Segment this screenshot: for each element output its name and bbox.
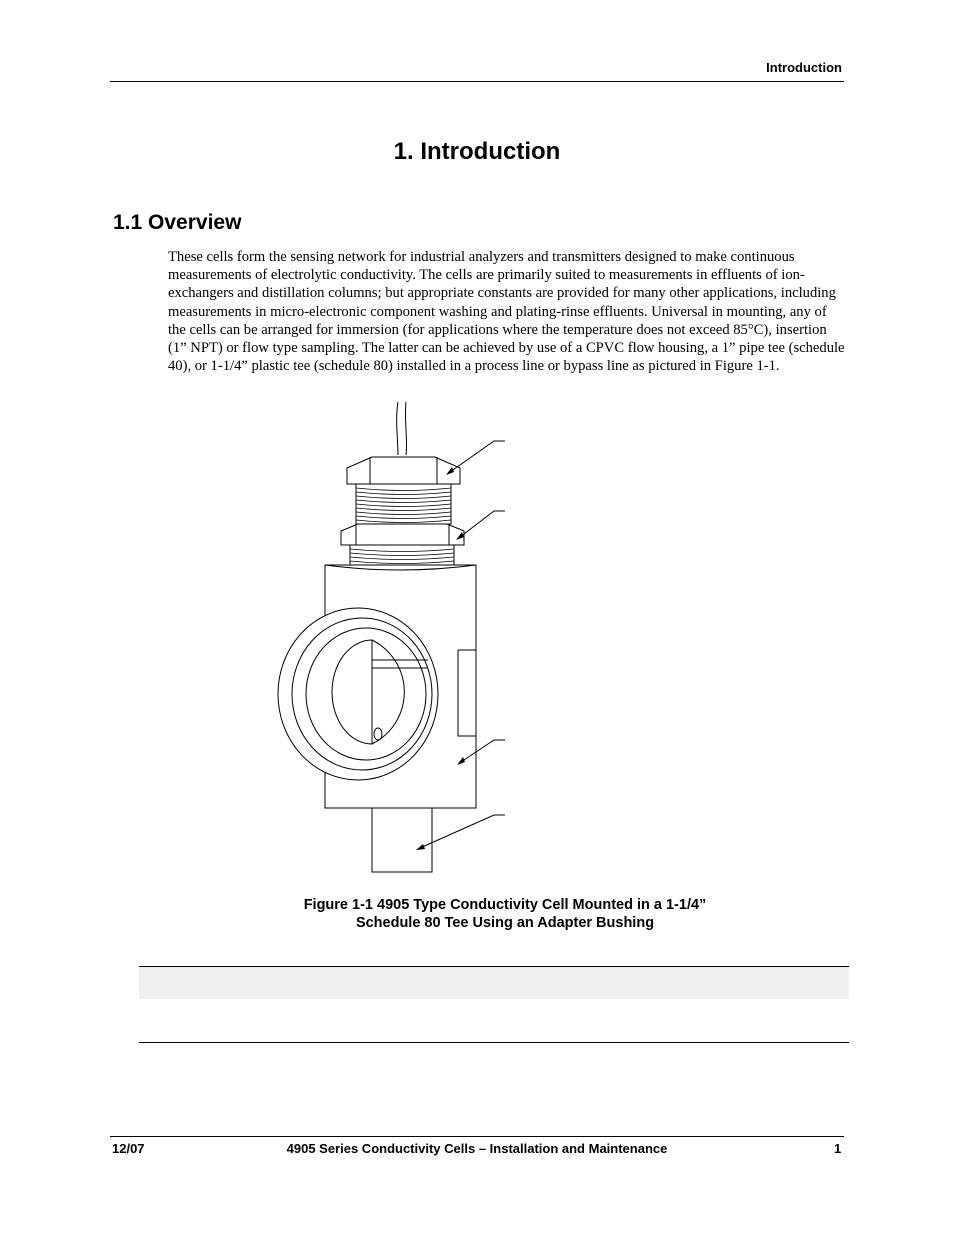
footer-rule	[110, 1136, 844, 1137]
running-header: Introduction	[766, 60, 842, 75]
chapter-title: 1. Introduction	[393, 138, 561, 165]
header-rule	[110, 81, 844, 82]
overview-paragraph: These cells form the sensing network for industrial analyzers and transmitters designed to make continuous measurements of electrolytic conductivity. The cells are primarily suited to measurements in effluents of ion-exchangers and distillation columns; but appropriate constants are provided for many other applications, including measurements in micro-electronic component washing and plating-rinse effluents. Universal in mounting, any of the cells can be arranged for immersion (for applications where the temperature does not exceed 85°C), insertion (1” NPT) or flow type sampling. The latter can be achieved by use of a CPVC flow housing, a 1” pipe tee (schedule 40), or 1-1/4” plastic tee (schedule 80) installed in a process line or bypass line as pictured in Figure 1-1.	[168, 249, 845, 375]
note-box-bottom-rule	[139, 1042, 849, 1043]
caption-line-2: Schedule 80 Tee Using an Adapter Bushing	[355, 915, 655, 931]
conductivity-cell-figure	[270, 398, 520, 878]
footer-document-title: 4905 Series Conductivity Cells – Installation and Maintenance	[286, 1141, 668, 1156]
caption-line-1: Figure 1-1 4905 Type Conductivity Cell Mounted in a 1-1/4”	[303, 897, 707, 913]
footer-date: 12/07	[112, 1141, 145, 1156]
section-title: 1.1 Overview	[113, 211, 242, 234]
footer-page-number: 1	[834, 1141, 842, 1156]
figure-caption	[0, 896, 954, 932]
note-box-shaded-band	[139, 967, 849, 999]
